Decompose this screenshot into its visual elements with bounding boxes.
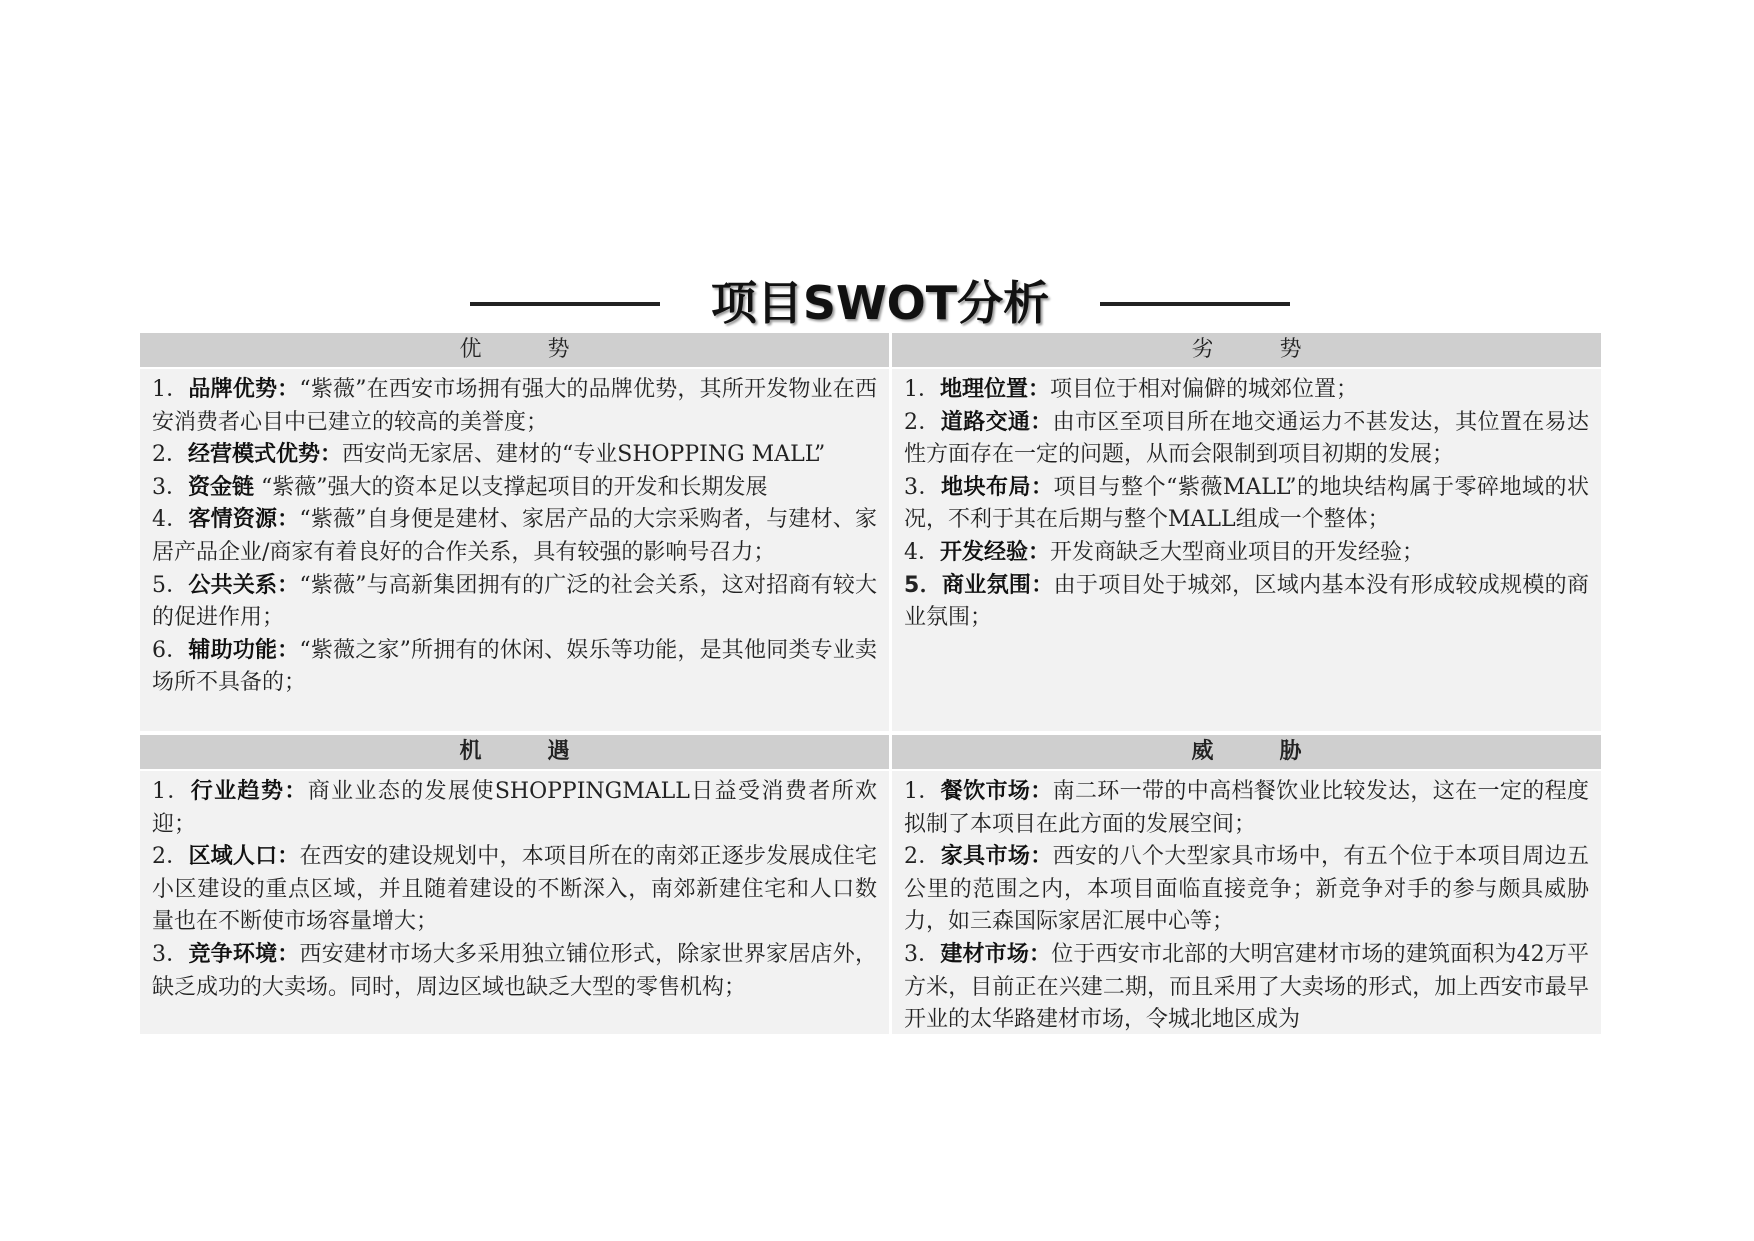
item-text: 南二环一带的中高档餐饮业比较发达，这在一定的程度拟制了本项目在此方面的发展空间； (904, 779, 1589, 837)
item-keyword: 客情资源： (188, 507, 300, 533)
item-keyword: 道路交通： (940, 409, 1053, 435)
list-item (904, 939, 1589, 1034)
item-text: 在西安的建设规划中，本项目所在的南郊正逐步发展成住宅小区建设的重点区域，并且随着建设的不断深入，南郊新建住宅和人口数量也在不断使市场容量增大； (152, 844, 877, 935)
list-item (904, 570, 1589, 635)
item-text: 商业业态的发展使SHOPPINGMALL日益受消费者所欢迎； (152, 779, 877, 837)
strengths-header: 优 势 (140, 333, 889, 367)
item-text: 位于西安市北部的大明宫建材市场的建筑面积为42万平方米，目前正在兴建二期，而且采用了大卖场的形式，加上西安市最早开业的太华路建材市场，令城北地区成为 (904, 941, 1590, 1033)
item-text: 西安尚无家居、建材的“专业SHOPPING MALL” (342, 442, 826, 468)
item-text: “紫薇”自身便是建材、家居产品的大宗采购者，与建材、家居产品企业/商家有着良好的合作关系，具有较强的影响号召力； (152, 507, 877, 565)
list-item (152, 472, 877, 505)
item-keyword: 家具市场： (940, 844, 1053, 870)
title-dash-right (1100, 302, 1290, 306)
list-item (904, 776, 1589, 841)
item-text: 开发商缺乏大型商业项目的开发经验； (1050, 539, 1425, 565)
item-number: 3． (904, 941, 941, 967)
title-dash-left (470, 302, 660, 306)
item-number: 2． (152, 844, 189, 870)
item-number: 1． (152, 779, 191, 804)
item-keyword: 资金链 (188, 474, 255, 500)
item-text: “紫薇”强大的资本足以支撑起项目的开发和长期发展 (261, 474, 768, 500)
item-number: 2． (152, 442, 188, 468)
item-text: 由市区至项目所在地交通运力不甚发达，其位置在易达性方面存在一定的问题，从而会限制到项目初期的发展； (904, 409, 1589, 468)
item-keyword: 行业趋势： (190, 779, 308, 804)
item-keyword: 经营模式优势： (188, 442, 343, 468)
list-item (904, 472, 1589, 537)
item-text: 西安的八个大型家具市场中，有五个位于本项目周边五公里的范围之内，本项目面临直接竞争；新竞争对手的参与颇具威胁力，如三森国际家居汇展中心等； (904, 844, 1589, 935)
item-text: 由于项目处于城郊，区域内基本没有形成较成规模的商业氛围； (904, 572, 1589, 631)
list-item (904, 841, 1589, 939)
item-keyword: 地理位置： (940, 377, 1051, 402)
item-keyword: 商业氛围： (941, 572, 1054, 598)
item-number: 3． (152, 474, 188, 500)
item-keyword: 区域人口： (188, 844, 300, 870)
item-text: 项目位于相对偏僻的城郊位置； (1050, 377, 1359, 402)
item-number: 5． (904, 572, 942, 598)
item-text: “紫薇”与高新集团拥有的广泛的社会关系，这对招商有较大的促进作用； (152, 572, 877, 631)
item-number: 3． (152, 941, 189, 967)
threats-header: 威 胁 (892, 735, 1601, 769)
list-item (152, 635, 877, 700)
item-number: 4． (152, 507, 189, 533)
item-number: 1． (904, 377, 940, 402)
item-number: 1． (152, 377, 189, 402)
list-item (904, 374, 1589, 407)
weaknesses-body (892, 369, 1601, 731)
item-number: 6． (152, 637, 189, 663)
strengths-body (140, 369, 889, 731)
list-item (152, 504, 877, 569)
item-text: 项目与整个“紫薇MALL”的地块结构属于零碎地域的状况，不利于其在后期与整个MALL组成一个整体； (904, 474, 1589, 533)
item-keyword: 建材市场： (940, 941, 1052, 967)
title-row (0, 270, 1754, 340)
item-text: “紫薇之家”所拥有的休闲、娱乐等功能，是其他同类专业卖场所不具备的； (152, 637, 877, 696)
item-keyword: 品牌优势： (188, 377, 300, 402)
list-item (152, 374, 877, 439)
list-item (152, 939, 877, 1004)
item-number: 2． (904, 409, 941, 435)
list-item (904, 407, 1589, 472)
list-item (152, 439, 877, 472)
item-text: “紫薇”在西安市场拥有强大的品牌优势，其所开发物业在西安消费者心目中已建立的较高的美誉度； (152, 377, 877, 435)
weaknesses-header: 劣 势 (892, 333, 1601, 367)
item-number: 2． (904, 844, 941, 870)
item-keyword: 开发经验： (940, 539, 1051, 565)
list-item (152, 570, 877, 635)
item-keyword: 公共关系： (188, 572, 300, 598)
item-text: 西安建材市场大多采用独立铺位形式，除家世界家居店外，缺乏成功的大卖场。同时，周边区域也缺乏大型的零售机构； (152, 941, 877, 1000)
threats-body (892, 771, 1601, 1034)
opportunities-body (140, 771, 889, 1034)
list-item (904, 537, 1589, 570)
item-number: 1． (904, 779, 941, 804)
opportunities-header: 机 遇 (140, 735, 889, 769)
item-number: 3． (904, 474, 942, 500)
item-keyword: 地块布局： (941, 474, 1054, 500)
item-number: 5． (152, 572, 189, 598)
item-number: 4． (904, 539, 940, 565)
item-keyword: 餐饮市场： (940, 779, 1053, 804)
page-title: 项目SWOT分析 (710, 276, 1050, 330)
list-item (152, 776, 877, 841)
item-keyword: 辅助功能： (188, 637, 300, 663)
item-keyword: 竞争环境： (188, 941, 300, 967)
list-item (152, 841, 877, 939)
